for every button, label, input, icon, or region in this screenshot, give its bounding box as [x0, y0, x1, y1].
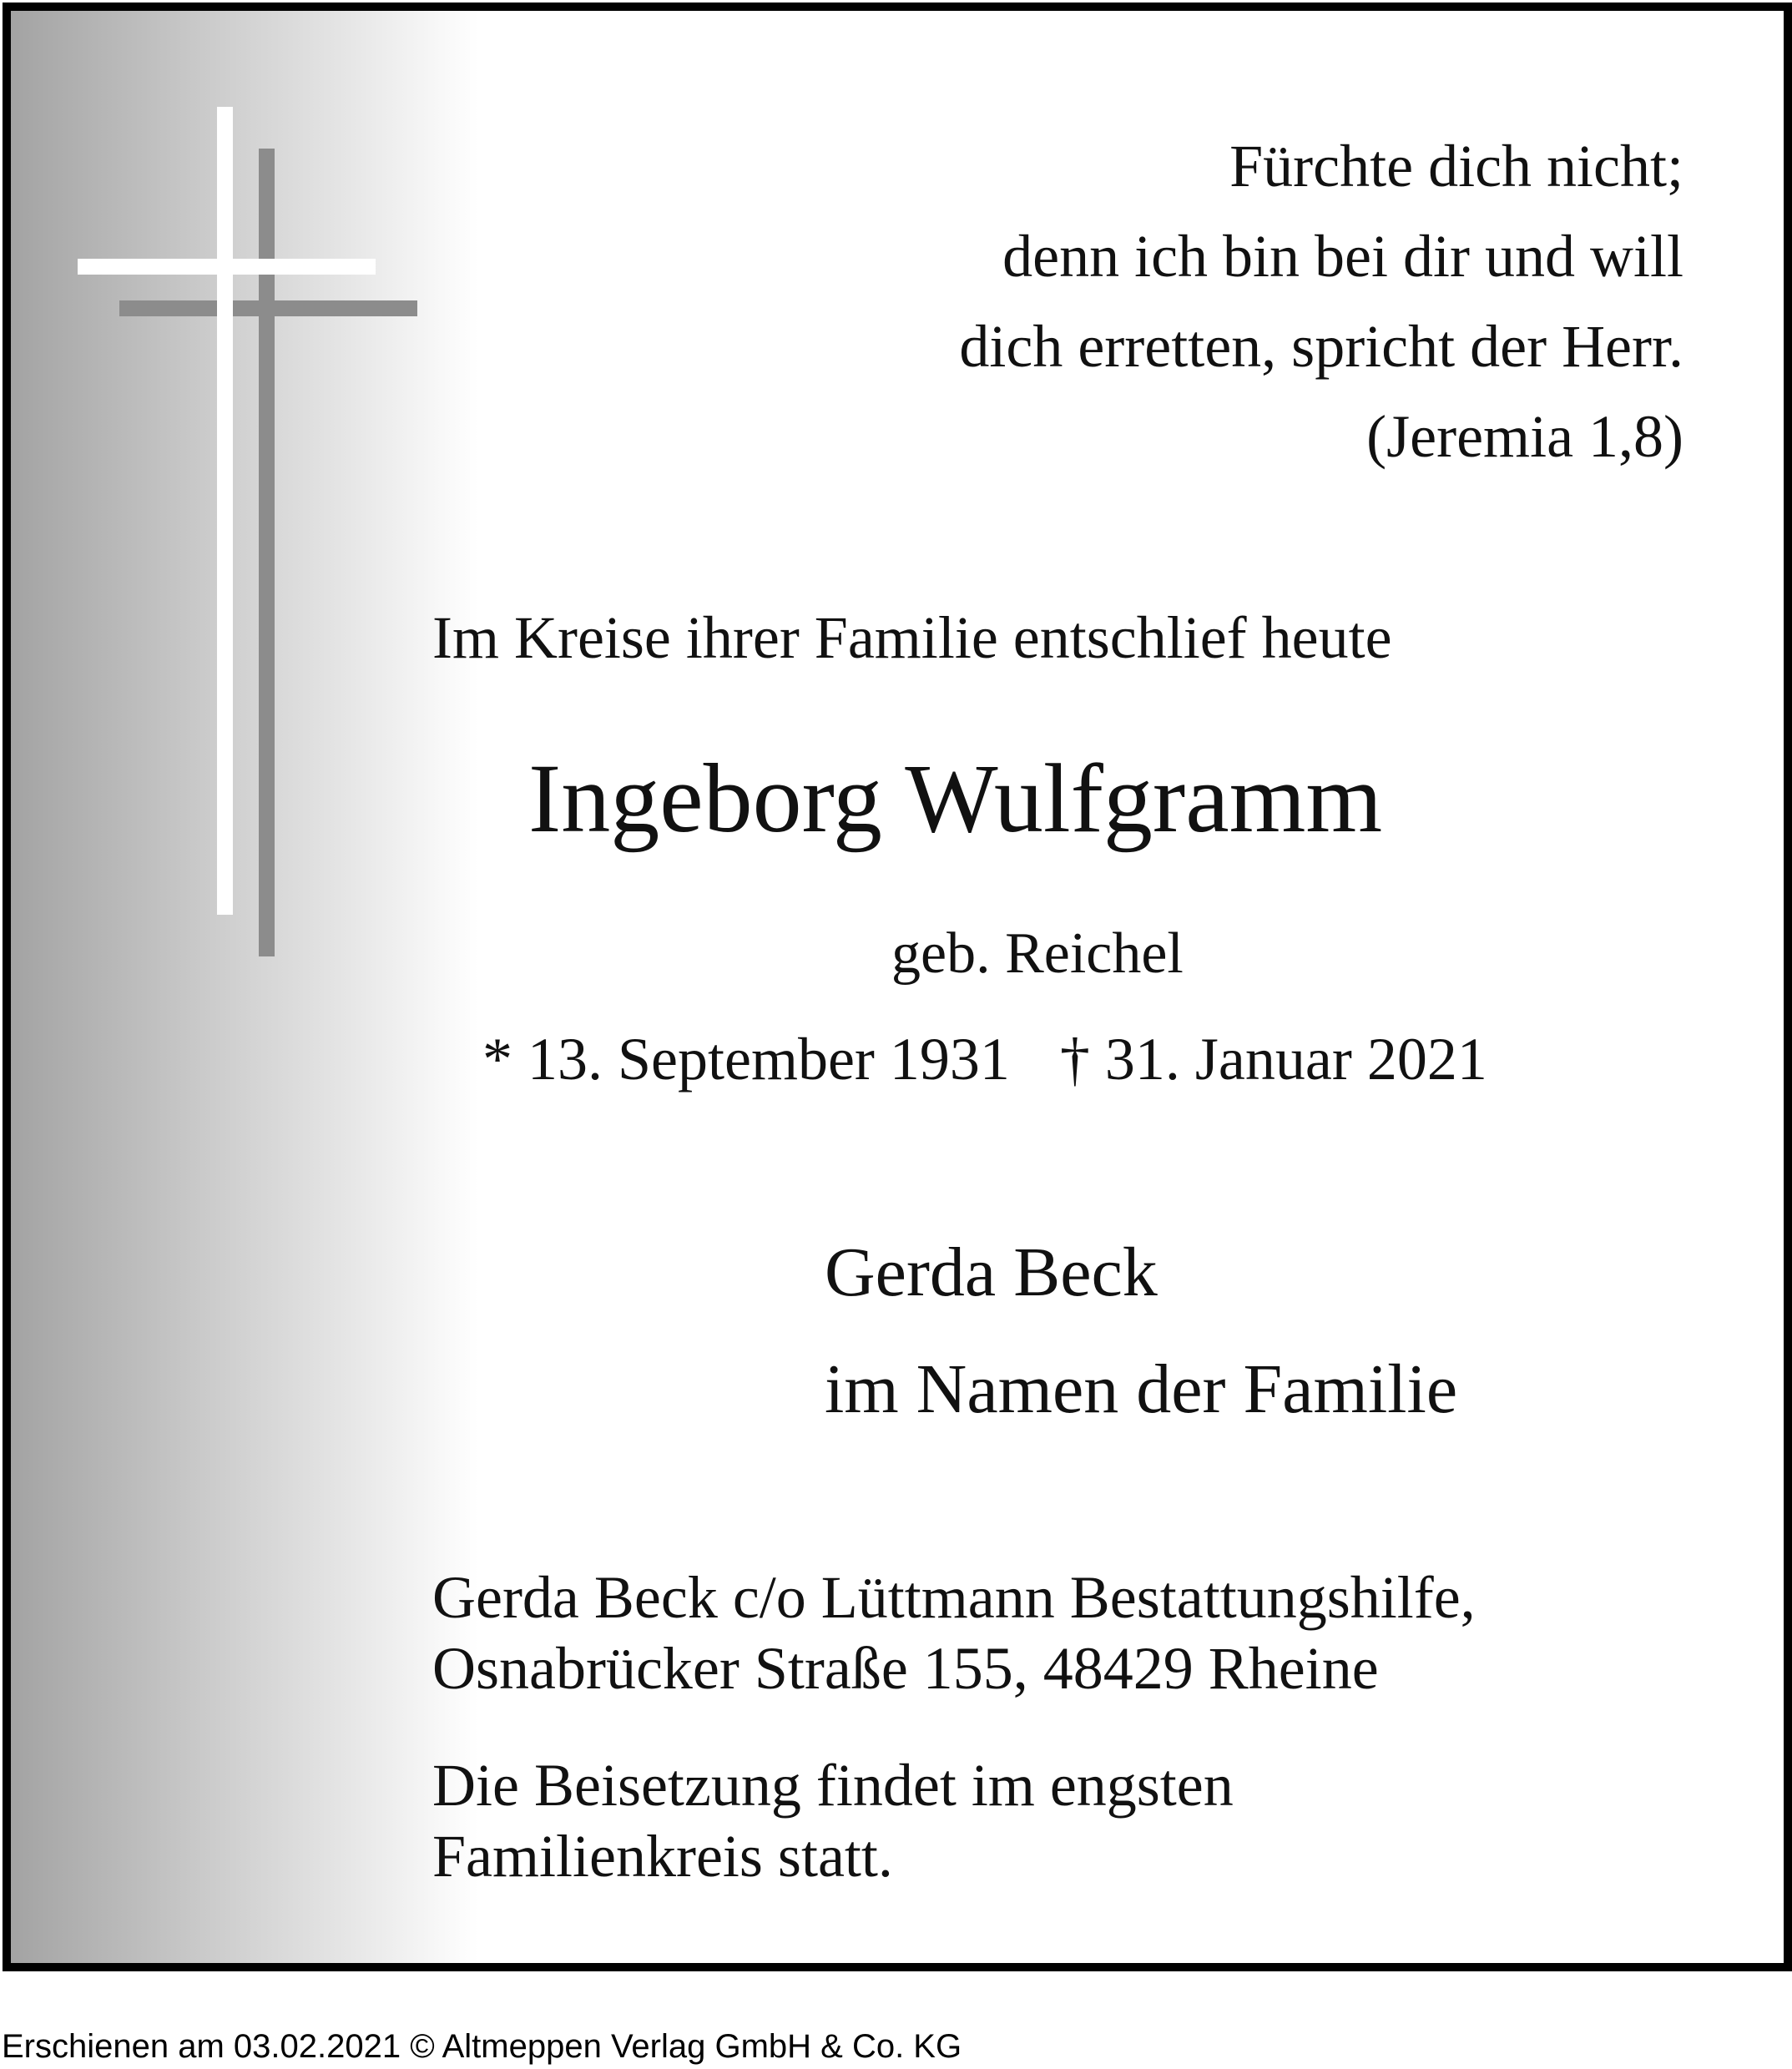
- verse-line: Fürchte dich nicht;: [1229, 133, 1683, 199]
- deceased-name: Ingeborg Wulfgramm: [528, 744, 1383, 853]
- cross-icon: [11, 11, 445, 979]
- cross-light-horizontal: [78, 259, 376, 275]
- intro-text: Im Kreise ihrer Familie entschlief heute: [432, 604, 1392, 671]
- maiden-name: geb. Reichel: [891, 921, 1184, 986]
- life-dates: [482, 1026, 1487, 1093]
- address-line-1: Gerda Beck c/o Lüttmann Bestattungshilfe,: [432, 1564, 1476, 1631]
- verse-reference: (Jeremia 1,8): [1366, 403, 1683, 470]
- verse-line: dich erretten, spricht der Herr.: [959, 313, 1683, 380]
- address-line-2: Osnabrücker Straße 155, 48429 Rheine: [432, 1635, 1379, 1702]
- signature-name: Gerda Beck: [825, 1234, 1158, 1311]
- publication-footer: Erschienen am 03.02.2021 © Altmeppen Verlag GmbH & Co. KG: [2, 2028, 962, 2065]
- cross-light-vertical: [217, 107, 233, 915]
- birth-date: * 13. September 1931: [482, 1026, 1010, 1093]
- cross-shadow-horizontal: [119, 300, 417, 316]
- burial-note-line-1: Die Beisetzung findet im engsten: [432, 1752, 1234, 1819]
- signature-on-behalf: im Namen der Familie: [825, 1350, 1458, 1428]
- death-date: † 31. Januar 2021: [1059, 1026, 1487, 1093]
- bible-verse: [959, 121, 1683, 482]
- obituary-notice: [3, 3, 1792, 1971]
- burial-note-line-2: Familienkreis statt.: [432, 1823, 893, 1890]
- verse-line: denn ich bin bei dir und will: [1002, 223, 1683, 290]
